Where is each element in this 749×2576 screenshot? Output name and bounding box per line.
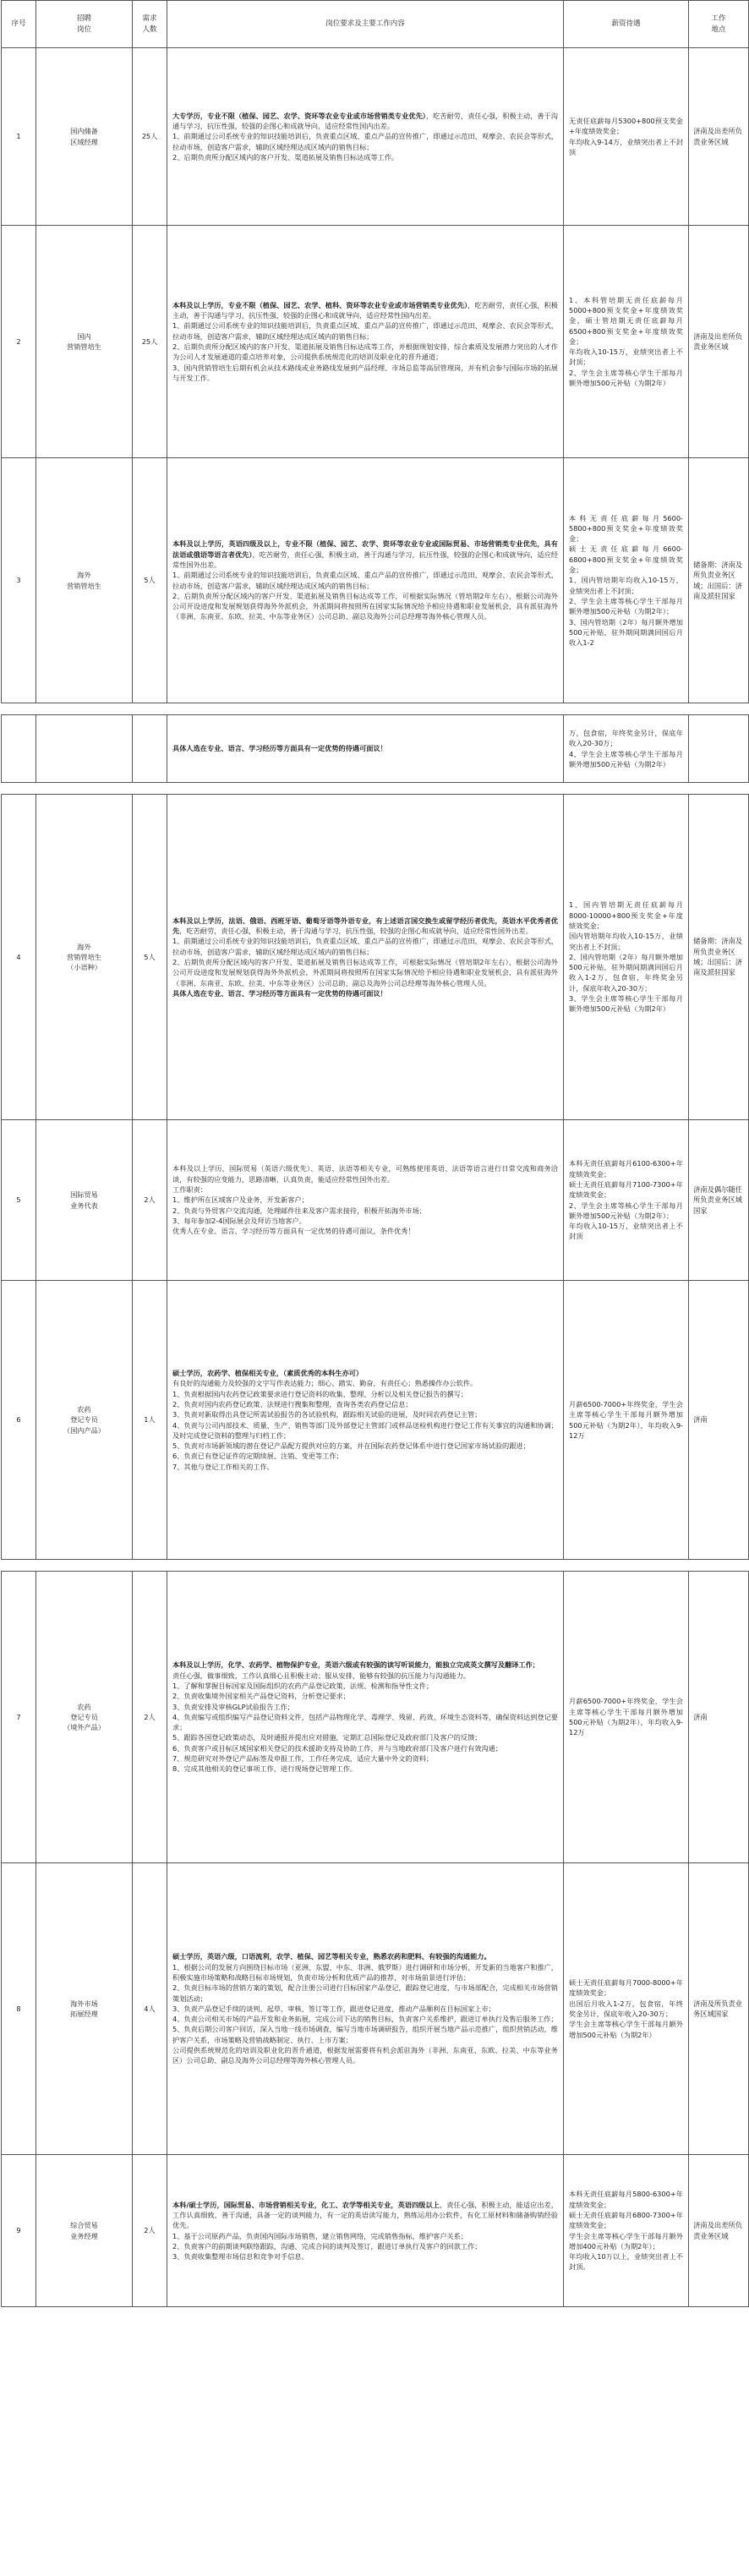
salary-line: 本科无责任底薪每月5800-6300+年度绩效奖金； — [569, 2190, 683, 2209]
requirement-line — [172, 1702, 558, 1712]
salary-line: 硕士无责任底薪每月6800-7300+年度绩效奖金； — [569, 2210, 683, 2230]
requirement-line — [172, 1451, 558, 1461]
requirement-text: 4、负责与公司内部技术、质量、生产、销售等部门及外部登记主管部门或样品送检机构进行登记工作有关事宜的沟通和协调；及时完成登记资料的整理与归档工作； — [172, 1420, 558, 1440]
requirement-text: 2、负责与外贸客户交流沟通，处理邮件往来及客户需求接待，积极开拓海外市场； — [172, 1206, 426, 1215]
requirement-text: ，责任心强，积极主动，能适应出差，工作认真细致，善于沟通，具备一定的谈判能力，有一定的英语读写能力，熟练运用办公软件，有化工原材料和储备购销经验优先。 — [172, 2200, 558, 2230]
row-number: 2 — [2, 226, 36, 458]
row-number: 6 — [2, 1281, 36, 1560]
requirement-line — [172, 957, 558, 988]
salary-cell — [564, 1863, 689, 2155]
requirement-text: 7、其他与登记工作相关的工作。 — [172, 1462, 274, 1471]
requirements-cell — [167, 1281, 564, 1560]
requirement-line — [172, 152, 558, 162]
position-name: 农药 登记专员 （国内产品） — [36, 1281, 133, 1560]
requirement-text: 2、负责收集境外国家相关产品登记资料，分析登记要求； — [172, 1692, 350, 1701]
requirement-line — [172, 1420, 558, 1441]
salary-cell — [564, 795, 689, 1120]
headcount: 2人 — [133, 2155, 167, 2307]
requirement-line — [172, 1462, 558, 1472]
requirement-text: 硕士学历，英语六级，口语流利，农学、植保、园艺等相关专业，熟悉农药和肥料、有较强的沟通能力。 — [172, 1952, 491, 1961]
requirements-cell — [167, 2155, 564, 2307]
continuation-note: 具体人选在专业、语言、学习经历等方面具有一定优势的待遇可面议！ — [172, 744, 387, 753]
requirement-text: 1、前期通过公司系统专业的知识技能培训后，负责重点区域、重点产品的宣传推广，即通过示范田、观摩会、农民会等形式，拉动市场，创造客户需求，辅助区域经理达成区域内的销售目标； — [172, 321, 558, 341]
headcount: 5人 — [133, 458, 167, 703]
requirement-text: 2、负责目标市场的营销方案的策划，配合注册公司进行目标国家产品登记，跟踪登记进度，与市场部配合，完成相关市场营销策划活动； — [172, 1983, 558, 2003]
salary-cell — [564, 458, 689, 703]
continuation-empty-cell — [133, 715, 167, 783]
position-name: 国内 营销管培生 — [36, 226, 133, 458]
salary-cell — [564, 48, 689, 226]
salary-cell — [564, 1281, 689, 1560]
requirement-text: 2、后期负责所分配区域内的客户开发、渠道拓展及销售目标达成等工作，并根据规划安排，综合素质及发展潜力突出的人才作为公司人才发展通道的重点培养对象，公司提供系统规范化的培训及职业化的晋升通道； — [172, 342, 558, 362]
header-requirements: 岗位要求及主要工作内容 — [167, 1, 564, 48]
requirements-cell — [167, 226, 564, 458]
requirement-line — [172, 2251, 558, 2262]
position-name: 海外 营销管培生 — [36, 458, 133, 703]
table-row — [2, 1120, 749, 1281]
requirement-text: 本科/硕士学历，国际贸易、市场营销相关专业，化工、农学等相关专业，英语四级以上 — [172, 2200, 440, 2209]
requirement-line — [172, 1195, 558, 1205]
requirement-line — [172, 1216, 558, 1226]
page-break — [2, 783, 749, 795]
requirement-text: 3、负责产品登记手续的谈判、起草、审核、签订等工作，跟进登记进度，推动产品顺利在目标国家上市； — [172, 2004, 495, 2013]
requirement-text: 1、维护所在区域客户及业务，开发新客户； — [172, 1195, 309, 1205]
continuation-salary — [564, 715, 689, 783]
location-cell: 储备期：济南及所负责业务区域；出国后：济南及派驻国家 — [689, 458, 749, 703]
requirement-text: 4、负责公司相关市场的产品开发和业务拓展，完成公司下达的销售目标，负责客户关系维护，跟进订单执行及售后服务工作； — [172, 2015, 558, 2024]
header-no: 序号 — [2, 1, 36, 48]
headcount: 1人 — [133, 1281, 167, 1560]
requirement-line — [172, 1743, 558, 1753]
requirement-text: 4、负责编写或组织编写产品登记资料文件，包括产品物理化学、毒理学、残留、药效、环境生态资料等，确保资料达到登记要求； — [172, 1712, 558, 1732]
header-location: 工作 地点 — [689, 1, 749, 48]
requirement-text: ，吃苦耐劳，责任心强，积极主动，善于沟通与学习，抗压性强，较强的企图心和成就导向，适应经常性国外出差。 — [172, 550, 558, 569]
requirement-text: 优秀人在专业、语言、学习经历等方面具有一定优势的待遇可面议，条件优秀！ — [172, 1227, 415, 1236]
salary-cell — [564, 2155, 689, 2307]
requirements-cell — [167, 48, 564, 226]
position-name: 国际贸易 业务代表 — [36, 1120, 133, 1281]
requirement-line — [172, 320, 558, 342]
requirement-line — [172, 1206, 558, 1216]
page-break — [2, 1560, 749, 1572]
location-cell: 济南 — [689, 1572, 749, 1863]
table-row — [2, 2155, 749, 2307]
headcount: 4人 — [133, 1863, 167, 2155]
header-position: 招聘 岗位 — [36, 1, 133, 48]
salary-line: 1、国内管培期无责任底薪每月8000-10000+800预支奖金+年度绩效奖金； — [569, 900, 683, 930]
position-name: 国内储备 区域经理 — [36, 48, 133, 226]
requirement-text: 有良好的沟通能力及较强的文字写作表达能力；细心、踏实、勤奋，有责任心；熟悉操作办公软件。 — [172, 1379, 478, 1388]
salary-line: 1、国内管培期年均收入10-15万，业绩突出者上不封顶； — [569, 576, 683, 595]
requirement-text: 3、负责收集整理市场信息和竞争对手信息。 — [172, 2252, 309, 2262]
header-count: 需求 人数 — [133, 1, 167, 48]
requirement-line — [172, 1681, 558, 1691]
requirement-line — [172, 342, 558, 363]
requirement-line — [172, 591, 558, 622]
requirement-line — [172, 1184, 558, 1195]
requirement-text: 7、规范研究对外登记产品标签及申报工作，工作任务完成，适应大量中外文的资料； — [172, 1754, 434, 1764]
row-number: 7 — [2, 1572, 36, 1863]
header-salary: 薪资待遇 — [564, 1, 689, 48]
salary-line: 2、学生会主席等核心学生干部每月额外增加500元补贴（为期2年）； — [569, 596, 683, 616]
table-row — [2, 1281, 749, 1560]
requirement-line — [172, 2231, 558, 2241]
continuation-salary-line: 万，包食宿，年终奖金另计，保底年收入20-30万； — [569, 728, 683, 748]
row-number: 1 — [2, 48, 36, 226]
salary-line: 年均收入10-15万，业绩突出者上不封顶； — [569, 347, 683, 367]
requirements-cell — [167, 458, 564, 703]
requirement-text: 2、后期负责所分配区域内的客户开发、渠道拓展及销售目标达成等工作。 — [172, 152, 399, 161]
salary-line: 3、学生会主席等核心学生干部每月额外增加500元补贴（为期2年） — [569, 994, 683, 1014]
requirement-line — [172, 1163, 558, 1184]
requirement-line — [172, 111, 558, 132]
location-cell: 济南及出差所负责业务区域 — [689, 48, 749, 226]
requirement-line — [172, 1441, 558, 1451]
location-cell: 济南及所负责业务区域国家 — [689, 1863, 749, 2155]
page-break-cell — [2, 783, 749, 795]
recruitment-table — [1, 0, 749, 2307]
row-number: 5 — [2, 1120, 36, 1281]
location-cell: 储备期：济南及所负责业务区域；出国后：济南及派驻国家 — [689, 795, 749, 1120]
salary-line: 年均收入9-14万，业绩突出者上不封顶 — [569, 137, 683, 156]
salary-line: 年均收入10万以上，业绩突出者上不封顶。 — [569, 2252, 683, 2272]
requirement-line — [172, 1671, 558, 1681]
location-cell: 济南及出差所负责业务区域 — [689, 2155, 749, 2307]
requirement-text: 1、前期通过公司系统专业的知识技能培训后，负责重点区域、重点产品的宣传推广，即通过示范田、观摩会、农民会等形式，拉动市场，创造客户需求，辅助区域经理达成区域内的销售目标； — [172, 132, 558, 151]
requirement-line — [172, 1226, 558, 1236]
requirement-text: 2、后期负责所分配区域内的客户开发、渠道拓展及销售目标达成等工作，可根据实际情况（管培期2年左右），根据公司海外公司开设进度和发展规划获得海外外派机会，外派期间将按照所在国家实际情况给予相应待遇和职业发展机会，具有派驻海外（非洲、东南亚、东欧、拉美、中东等业务区）公司总助、副总及海外公司总经理等海外核心管理人员。 — [172, 958, 558, 987]
requirement-text: 3、负责安排及审核GLP试验报告工作； — [172, 1702, 294, 1711]
requirement-line — [172, 1378, 558, 1388]
requirement-text: 2、负责客户的前期谈判联络跟踪，沟通、完成合同的谈判及签订，跟进订单执行及客户的回款工作； — [172, 2241, 482, 2251]
requirement-line — [172, 2024, 558, 2045]
requirement-text: 本科及以上学历，英语四级及以上，专业不限（植保、园艺、农学、资环等农业专业或国际贸易、市场营销类专业优先，具有法语或俄语等语言者优先） — [172, 539, 558, 559]
row-number: 4 — [2, 795, 36, 1120]
requirement-text: 大专学历，专业不限（植保、园艺、农学、资环等农业专业或市场营销类专业优先） — [172, 111, 426, 120]
requirement-text: 具体人选在专业、语言、学习经历等方面具有一定优势的待遇可面议！ — [172, 988, 387, 998]
requirement-line — [172, 2045, 558, 2066]
salary-line: 硕士无责任底薪每月7000-8000+年度绩效奖金； — [569, 1978, 683, 1998]
requirement-text: 5、负责后期公司客户回访，深入当地一线市场调查，编写当地市场调研报告，组织开展当地产品示范推广，组织营销活动，维护客户关系，市场策略及营销战略制定、执行、上市方案； — [172, 2025, 558, 2044]
salary-cell — [564, 1120, 689, 1281]
requirement-line — [172, 916, 558, 937]
requirement-text: 工作职责： — [172, 1185, 207, 1195]
requirement-text: 1、负责根据国内农药登记政策要求进行登记资料的收集、整理、分析以及相关登记报告的撰写； — [172, 1389, 468, 1398]
requirement-line — [172, 988, 558, 998]
requirement-text: 2、负责对国内农药登记政策、法规进行搜集和整理，查询各类农药登记信息； — [172, 1399, 413, 1408]
requirement-line — [172, 1399, 558, 1409]
requirements-cell — [167, 1120, 564, 1281]
page-break-cell — [2, 703, 749, 715]
table-row — [2, 48, 749, 226]
requirement-line — [172, 1712, 558, 1733]
salary-line: 硕士无责任底薪每月6600-6800+800预支奖金+年度绩效奖金； — [569, 544, 683, 575]
table-row — [2, 795, 749, 1120]
requirement-line — [172, 2014, 558, 2024]
salary-line: 年均收入10-15万，业绩突出者上不封顶 — [569, 1222, 683, 1241]
salary-line: 2、学生会主席等核心学生干部每月额外增加500元补贴（为期2年） — [569, 368, 683, 388]
requirement-line — [172, 1983, 558, 2004]
requirement-line — [172, 363, 558, 384]
requirement-line — [172, 1691, 558, 1701]
requirement-line — [172, 539, 558, 570]
requirement-line — [172, 1660, 558, 1670]
salary-line: 国内管培期年均收入10-15万，业绩突出者上不封顶； — [569, 932, 683, 951]
requirement-text: 6、负责已有登记证件的定期续展、注销、变更等工作； — [172, 1452, 343, 1461]
salary-line: 本科无责任底薪每月5600-5800+800预支奖金+年度绩效奖金； — [569, 513, 683, 544]
header-row — [2, 1, 749, 48]
page-break-cell — [2, 1560, 749, 1572]
headcount: 2人 — [133, 1120, 167, 1281]
continuation-location — [689, 715, 749, 783]
requirement-text: 8、完成其他相关的登记事项工作，进行现场登记管理工作。 — [172, 1764, 358, 1774]
row-number: 9 — [2, 2155, 36, 2307]
row-number: 3 — [2, 458, 36, 703]
row-number: 8 — [2, 1863, 36, 2155]
table-row — [2, 1863, 749, 2155]
requirement-text: 1、根据公司的发展方向围绕目标市场（亚洲、东盟、中东、非洲、俄罗斯）进行调研和市场分析，开发新的当地客户和推广，积极实施市场策略和战略目标市场规划，负责市场分析和优质产品的推荐，对市场前景进行评估； — [172, 1962, 558, 1982]
requirement-text: 本科及以上学历，专业不限（植保、园艺、农学、植科、资环等农业专业或市场营销类专业优先） — [172, 300, 468, 309]
requirement-line — [172, 2200, 558, 2231]
requirement-line — [172, 2004, 558, 2014]
location-cell: 济南 — [689, 1281, 749, 1560]
requirement-text: 1、了解和掌握目标国家及国际组织的农药产品登记政策、法规、检测和指导性文件； — [172, 1681, 434, 1690]
requirement-text: 2、后期负责所分配区域内的客户开发、渠道拓展及销售目标达成等工作，可根据实际情况（管培期2年左右），根据公司海外公司开设进度和发展规划获得海外外派机会，外派期间将按照所在国家实际情况给予相应待遇和职业发展机会，具有派驻海外（非洲、东南亚、东欧、拉美、中东等业务区）公司总助、副总及海外公司总经理等海外核心管理人员。 — [172, 591, 558, 621]
table-row — [2, 458, 749, 703]
requirement-text: 本科及以上学历，国际贸易（英语六级优先）、英语、法语等相关专业，可熟练使用英语、法语等语言进行日常交流和商务洽谈，有较强的应变能力，思路清晰，认真负责，能适应经常性国外出差。 — [172, 1164, 558, 1184]
salary-line: 学生会主席等核心学生干部每月额外增加400元补贴（为期2年）； — [569, 2231, 683, 2251]
requirement-line — [172, 1389, 558, 1399]
requirement-text: 5、负责对市场新领域的潜在登记产品配方提供对应的方案，并在国际农药登记体系中进行登记国家市场试验的跟进； — [172, 1441, 530, 1451]
location-cell: 济南及出差所负责业务区域 — [689, 226, 749, 458]
requirement-text: ，吃苦耐劳，责任心强，积极主动，善于沟通与学习，抗压性强，较强的企图心和成就导向，适应经常性国内出差。 — [172, 300, 558, 320]
requirement-text: 本科及以上学历，化学、农药学、植物保护专业，英语六级或有较强的读写听说能力，能独立完成英文撰写及翻译工作； — [172, 1660, 539, 1670]
salary-line: 无责任底薪每月5300+800预支奖金+年度绩效奖金； — [569, 116, 683, 136]
requirement-line — [172, 1764, 558, 1774]
salary-line: 出国后月收入1-2万，包食宿，年终奖金另计，保底年收入20-30万； — [569, 1999, 683, 2018]
requirement-line — [172, 570, 558, 591]
position-name: 农药 登记专员 （境外产品） — [36, 1572, 133, 1863]
headcount: 5人 — [133, 795, 167, 1120]
requirement-text: 1、前期通过公司系统专业的知识技能培训后，负责重点区域、重点产品的宣传推广，即通过示范田、观摩会、农民会等形式，拉动市场，创造客户需求，辅助区域经理达成区域内的销售目标； — [172, 571, 558, 590]
table-row — [2, 1572, 749, 1863]
requirements-cell — [167, 795, 564, 1120]
continuation-empty-cell — [2, 715, 36, 783]
continuation-requirements — [167, 715, 564, 783]
requirement-line — [172, 1732, 558, 1742]
requirement-text: 本科及以上学历，法语、俄语、西班牙语、葡萄牙语等外语专业，有上述语言国交换生或留学经历者优先，英语水平优秀者优先 — [172, 916, 558, 936]
requirement-line — [172, 1962, 558, 1983]
salary-line: 月薪6500-7000+年终奖金，学生会主席等核心学生干部每月额外增加500元补贴（为期2年），年均收入9-12万 — [569, 1399, 683, 1440]
page-break — [2, 703, 749, 715]
continuation-row — [2, 715, 749, 783]
requirement-text: 责任心强，做事细致，工作认真细心且积极主动；服从安排，能够有较强的抗压能力与沟通能力。 — [172, 1671, 471, 1680]
requirement-line — [172, 131, 558, 152]
requirement-text: ，吃苦耐劳，责任心强，积极主动，善于沟通与学习，抗压性强，较强的企图心和成就导向，适应经常性国内出差。 — [172, 111, 558, 131]
salary-line: 本科无责任底薪每月6100-6300+年度绩效奖金； — [569, 1159, 683, 1179]
position-name: 海外 营销管培生 （小语种） — [36, 795, 133, 1120]
requirement-line — [172, 1409, 558, 1419]
headcount: 25人 — [133, 226, 167, 458]
salary-line: 1、本科管培期无责任底薪每月5000+800预支奖金+年度绩效奖金，硕士管培期无责任底薪每月6500+800预支奖金+年度绩效奖金； — [569, 295, 683, 346]
salary-cell — [564, 1572, 689, 1863]
salary-line: 3、国内管培期（2年）每月额外增加500元补贴，驻外期间期满回国后月收入1-2 — [569, 617, 683, 648]
salary-line: 2、国内管培期（2年）每月额外增加500元补贴，驻外期间期满回国后月收入1-2万，包食宿，年终奖金另计，保底年收入20-30万； — [569, 952, 683, 993]
requirement-text: 1、基于公司原药产品，负责国内国际市场销售，建立销售网络，完成销售指标，维护客户关系； — [172, 2231, 468, 2240]
requirement-line — [172, 1753, 558, 1764]
requirement-text: 3、国内营销管培生后期有机会从技术路线或业务路线发展到产品经理、市场总监等高层管理岗，并有机会参与国际市场的拓展与开发工作。 — [172, 363, 558, 382]
requirement-line — [172, 936, 558, 957]
salary-line: 硕士无责任底薪每月7100-7300+年度绩效奖金； — [569, 1179, 683, 1200]
requirement-text: 3、每年参加2-4国际展会及拜访当地客户。 — [172, 1216, 306, 1225]
requirement-line — [172, 2241, 558, 2251]
requirement-text: 公司提供系统规范化的培训及职业化的晋升通道，根据发展需要将有机会派驻海外（非洲、东南亚、东欧、拉美、中东等业务区）公司总助、副总及海外公司总经理等海外核心管理人员。 — [172, 2046, 558, 2065]
table-row — [2, 226, 749, 458]
requirement-line — [172, 1951, 558, 1961]
requirement-text: 3、负责对新取得出具登记所需试验报告的各试验机构，跟踪相关试验的进展，及时同农药登记主管； — [172, 1410, 482, 1419]
requirement-text: 1、前期通过公司系统专业的知识技能培训后，负责重点区域、重点产品的宣传推广，即通过示范田、观摩会、农民会等形式，拉动市场，创造客户需求，辅助区域经理达成区域内的销售目标； — [172, 937, 558, 956]
position-name: 综合贸易 业务经理 — [36, 2155, 133, 2307]
salary-line: 2、学生会主席等核心学生干部每月额外增加500元补贴（为期2年）； — [569, 1200, 683, 1220]
continuation-empty-cell — [36, 715, 133, 783]
requirement-text: ，吃苦耐劳，责任心强，积极主动，善于沟通与学习，抗压性强，较强的企图心和成就导向，适应经常性国外出差。 — [179, 927, 533, 936]
headcount: 25人 — [133, 48, 167, 226]
requirement-line — [172, 300, 558, 321]
requirement-text: 硕士学历，农药学、植保相关专业，（素质优秀的本科生亦可） — [172, 1369, 364, 1378]
position-name: 海外市场 拓展经理 — [36, 1863, 133, 2155]
salary-line: 学生会主席等核心学生干部每月额外增加500元补贴（为期2年） — [569, 2020, 683, 2039]
requirement-text: 5、跟踪各国登记政策动态，及时通报并提出应对措施，定期汇总国际登记及政府部门及客户的反馈； — [172, 1733, 482, 1742]
location-cell: 济南及偶尔随任所负责业务区域国家 — [689, 1120, 749, 1281]
headcount: 2人 — [133, 1572, 167, 1863]
salary-line: 月薪6500-7000+年终奖金，学生会主席等核心学生干部每月额外增加500元补贴（为期2年），年均收入9-12万 — [569, 1697, 683, 1737]
continuation-salary-line: 4、学生会主席等核心学生干部每月额外增加500元补贴（为期2年） — [569, 749, 683, 768]
requirements-cell — [167, 1863, 564, 2155]
requirement-text: 6、负责客户或目标区域国家相关登记的技术援助支持及协助工作，并与当地政府部门及客户进行有效沟通； — [172, 1743, 503, 1753]
requirement-line — [172, 1368, 558, 1378]
salary-cell — [564, 226, 689, 458]
requirements-cell — [167, 1572, 564, 1863]
